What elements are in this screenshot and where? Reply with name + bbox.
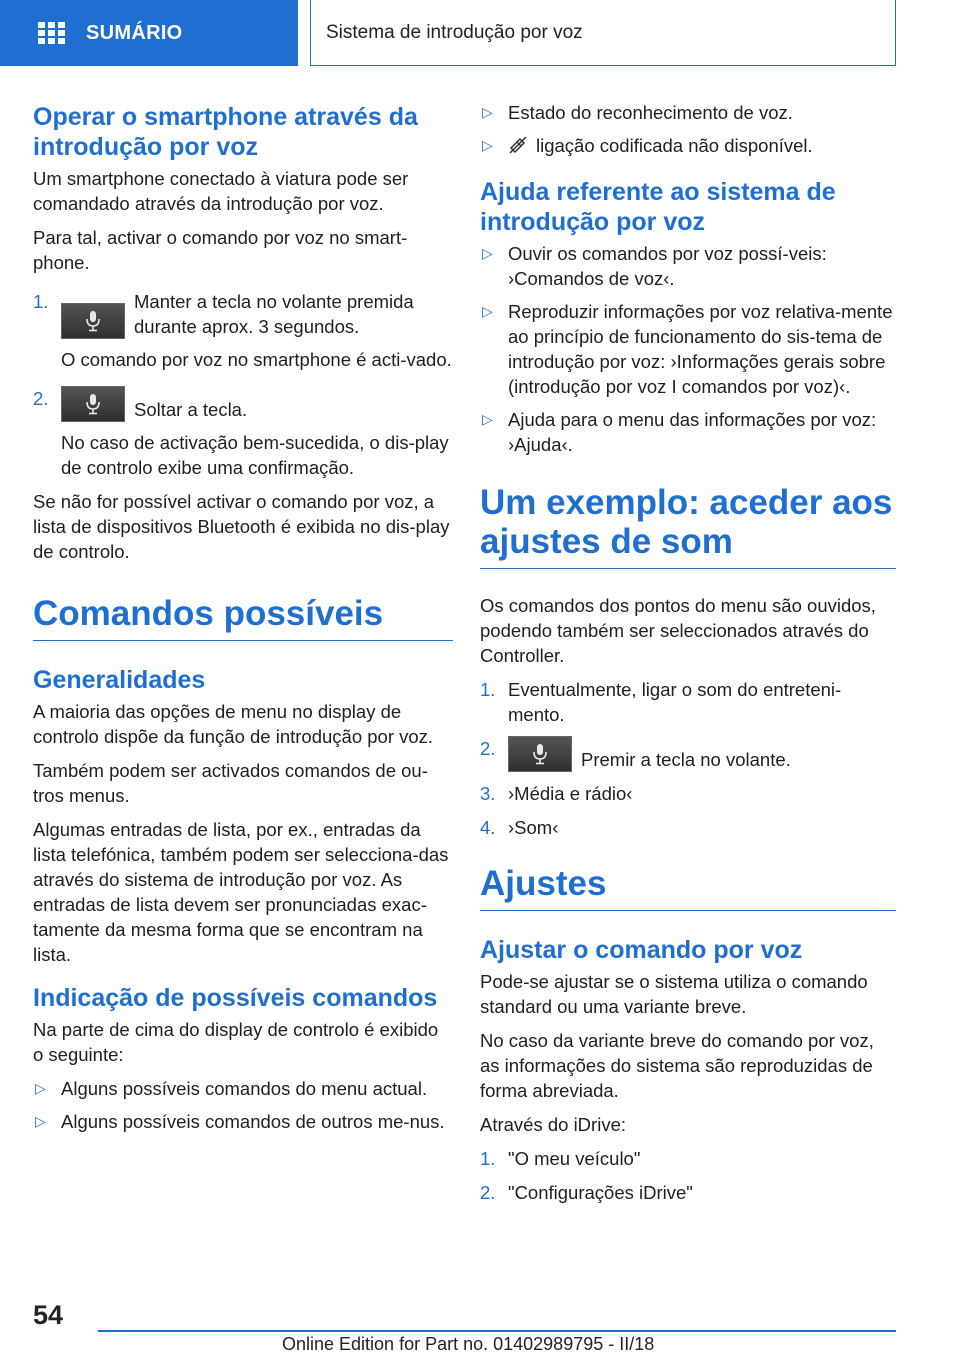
bullet-triangle-icon: ▷ (482, 303, 493, 319)
page-number: 54 (33, 1300, 64, 1330)
bullet-triangle-icon: ▷ (35, 1113, 46, 1129)
step-number: 2. (33, 388, 49, 409)
step-item (480, 781, 896, 806)
paragraph: Através do iDrive: (480, 1114, 626, 1135)
heading-adjust-voice-command: Ajustar o comando por voz (480, 936, 803, 964)
bullet-triangle-icon: ▷ (35, 1080, 46, 1096)
step-item (480, 1180, 896, 1205)
list-item-text: Estado do reconhecimento de voz. (508, 102, 793, 123)
step-text: Manter a tecla no volante premida durante aprox. 3 segundos. (134, 291, 414, 337)
heading-settings: Ajustes (480, 864, 896, 911)
list-item-text: Reproduzir informações por voz relativa-mente ao princípio de funcionamento do sis-tema de introdução por voz: ›Informações gerais sobre (introdução por voz I comandos por voz)‹. (508, 301, 893, 397)
paragraph: Os comandos dos pontos do menu são ouvidos, podendo também ser seleccionados através do Controller. (480, 595, 876, 666)
edition-text: Online Edition for Part no. 01402989795 - II/18 (282, 1334, 655, 1354)
summary-label: SUMÁRIO (86, 21, 183, 44)
step-item (33, 386, 453, 480)
step-item (480, 736, 896, 772)
step-number: 3. (480, 783, 496, 804)
list-item-text: Ouvir os comandos por voz possí-veis: ›Comandos de voz‹. (508, 243, 827, 289)
list-item-text: Ajuda para o menu das informações por voz: ›Ajuda‹. (508, 409, 877, 455)
paragraph: Um smartphone conectado à viatura pode ser comandado através da introdução por voz. (33, 168, 409, 214)
list-item (480, 100, 896, 125)
step-item (480, 815, 896, 840)
voice-button-icon (508, 736, 572, 772)
section-title: Sistema de introdução por voz (326, 21, 583, 43)
step-text: Eventualmente, ligar o som do entreteni-mento. (508, 679, 842, 725)
step-subtext: O comando por voz no smartphone é acti-vado. (61, 349, 452, 370)
step-number: 2. (480, 738, 496, 759)
paragraph: Também podem ser activados comandos de ou-tros menus. (33, 760, 428, 806)
heading-example-sound: Um exemplo: aceder aos ajustes de som (480, 483, 896, 569)
list-item (480, 407, 896, 457)
heading-general: Generalidades (33, 666, 206, 694)
heading-possible-commands: Comandos possíveis (33, 594, 453, 641)
list-item (480, 299, 896, 399)
list-item (33, 1109, 453, 1134)
grid-menu-icon (38, 22, 66, 44)
step-text: "O meu veículo" (508, 1148, 641, 1169)
bullet-triangle-icon: ▷ (482, 137, 493, 153)
right-column (480, 100, 896, 1214)
step-number: 1. (480, 1148, 496, 1169)
paragraph: Pode-se ajustar se o sistema utiliza o comando standard ou uma variante breve. (480, 971, 868, 1017)
step-number: 4. (480, 817, 496, 838)
voice-button-icon (61, 303, 125, 339)
footer-divider (98, 1330, 896, 1332)
bullet-triangle-icon: ▷ (482, 104, 493, 120)
step-subtext: No caso de activação bem-sucedida, o dis-play de controlo exibe uma confirmação. (61, 432, 449, 478)
heading-command-indication: Indicação de possíveis comandos (33, 984, 438, 1012)
bullet-triangle-icon: ▷ (482, 245, 493, 261)
list-item-text: ligação codificada não disponível. (536, 135, 813, 156)
paragraph: A maioria das opções de menu no display de controlo dispõe da função de introdução por voz. (33, 701, 434, 747)
step-item (480, 1146, 896, 1171)
step-text: Premir a tecla no volante. (581, 749, 791, 770)
list-item-text: Alguns possíveis comandos do menu actual. (61, 1078, 428, 1099)
heading-operate-smartphone: Operar o smartphone através da introdução por voz (33, 103, 418, 161)
paragraph: Se não for possível activar o comando por voz, a lista de dispositivos Bluetooth é exibida no dis-play de controlo. (33, 491, 450, 562)
step-number: 1. (480, 679, 496, 700)
step-text: "Configurações iDrive" (508, 1182, 693, 1203)
section-title-tab[interactable] (310, 0, 896, 66)
step-text: ›Som‹ (508, 817, 559, 838)
heading-voice-help: Ajuda referente ao sistema de introdução por voz (480, 178, 836, 236)
step-number: 2. (480, 1182, 496, 1203)
no-encryption-icon (508, 135, 528, 161)
voice-button-icon (61, 386, 125, 422)
step-number: 1. (33, 291, 49, 312)
list-item (480, 241, 896, 291)
list-item (33, 1076, 453, 1101)
paragraph: No caso da variante breve do comando por voz, as informações do sistema são reproduzidas de forma abreviada. (480, 1030, 874, 1101)
list-item-text: Alguns possíveis comandos de outros me-nus. (61, 1111, 445, 1132)
bullet-triangle-icon: ▷ (482, 411, 493, 427)
list-item (480, 133, 896, 161)
left-column (33, 100, 453, 1142)
paragraph: Algumas entradas de lista, por ex., entradas da lista telefónica, também podem ser selecciona-das através do sistema de introdução por voz. As entradas de lista devem ser pronunciadas exac-tamente da mesma forma que se encontram na lista. (33, 819, 449, 965)
paragraph: Na parte de cima do display de controlo é exibido o seguinte: (33, 1019, 439, 1065)
step-item (33, 289, 453, 372)
summary-button[interactable] (0, 0, 298, 66)
paragraph: Para tal, activar o comando por voz no smart-phone. (33, 227, 408, 273)
step-text: ›Média e rádio‹ (508, 783, 633, 804)
step-item (480, 677, 896, 727)
step-text: Soltar a tecla. (134, 399, 248, 420)
